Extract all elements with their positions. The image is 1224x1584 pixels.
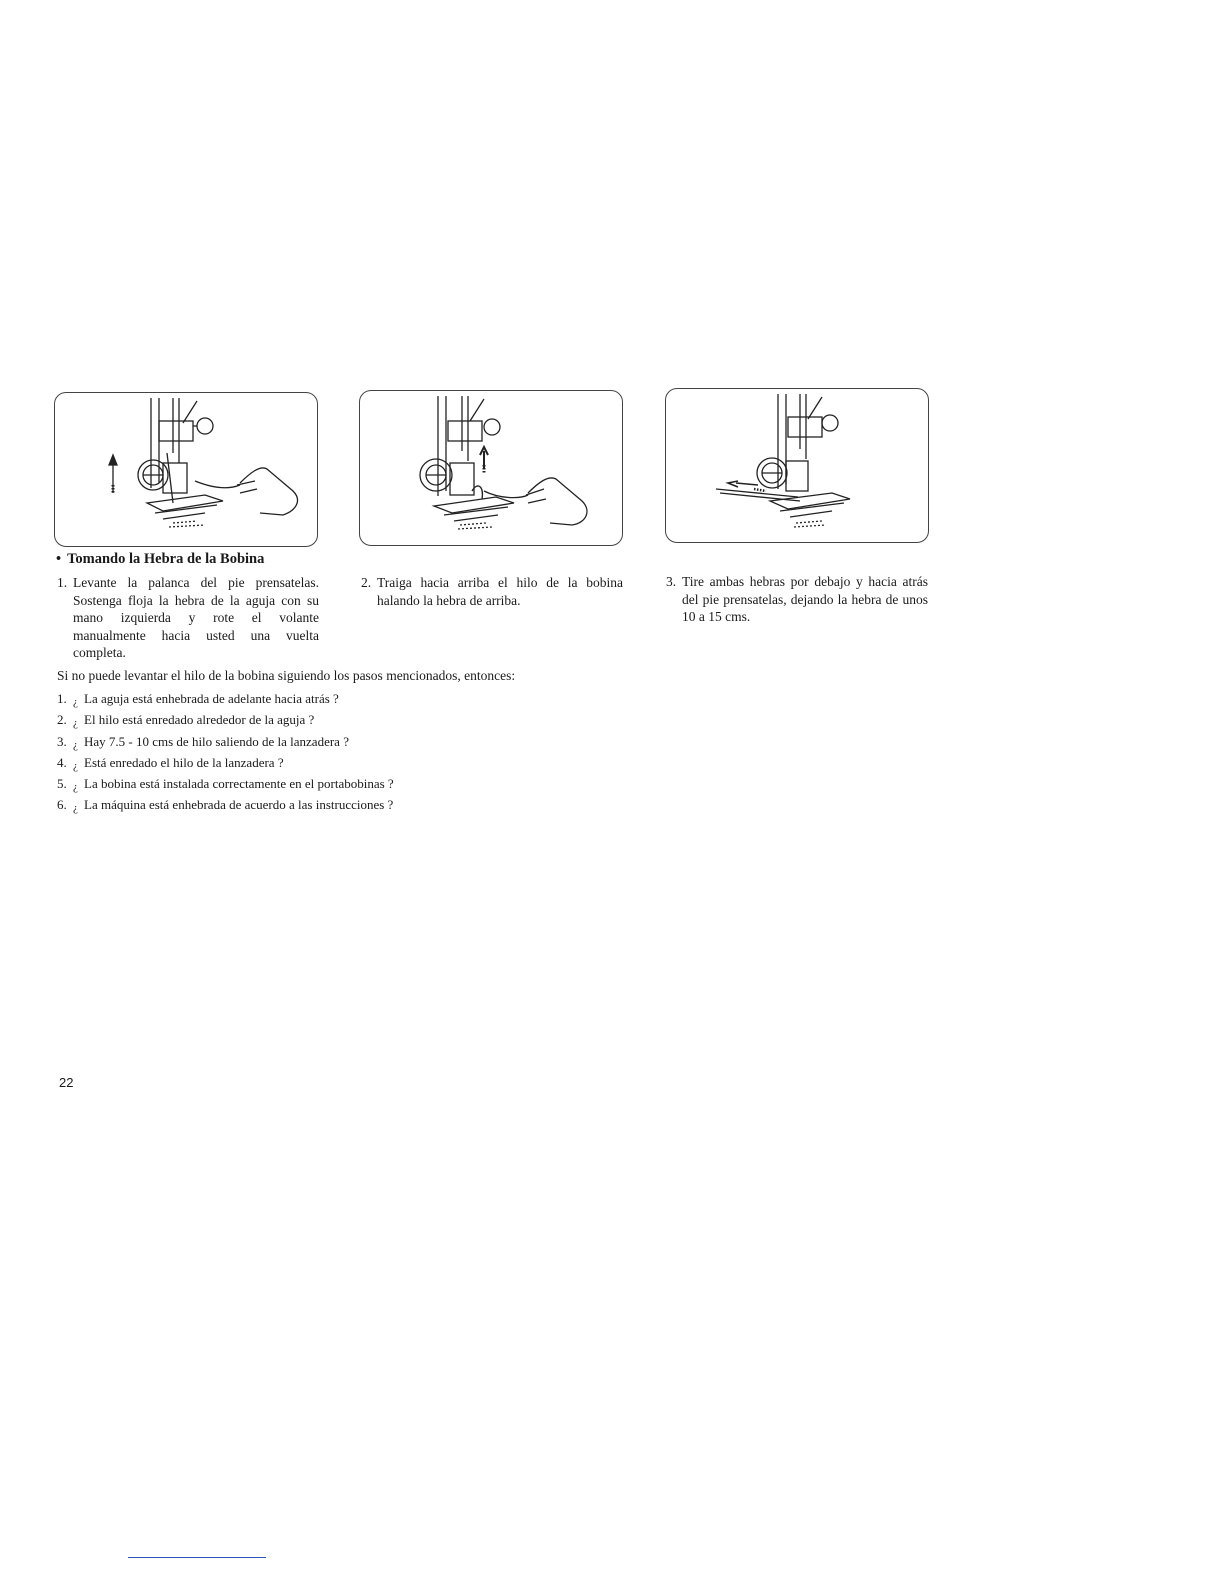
step-number: 3. bbox=[666, 574, 677, 589]
step-number: 2. bbox=[361, 575, 372, 590]
list-item bbox=[57, 711, 394, 732]
step-text: Traiga hacia arriba el hilo de la bobina halando la hebra de arriba. bbox=[377, 575, 623, 608]
list-item bbox=[57, 796, 394, 817]
item-text: El hilo está enredado alrededor de la aguja ? bbox=[84, 712, 315, 728]
bobbin-thread-pull-up-illustration bbox=[360, 391, 622, 545]
figure-pull-bobbin-thread bbox=[359, 390, 623, 546]
item-text: Está enredado el hilo de la lanzadera ? bbox=[84, 754, 284, 770]
question-mark: ¿ bbox=[73, 781, 78, 794]
figure-raise-presser-foot bbox=[54, 392, 318, 547]
item-number: 4. bbox=[57, 754, 67, 770]
item-text: La bobina está instalada correctamente en el portabobinas ? bbox=[84, 776, 394, 792]
step-1 bbox=[57, 574, 319, 662]
item-number: 5. bbox=[57, 776, 67, 792]
footer-rule bbox=[128, 1557, 266, 1558]
troubleshoot-intro: Si no puede levantar el hilo de la bobina siguiendo los pasos mencionados, entonces: bbox=[57, 668, 516, 683]
item-number: 1. bbox=[57, 691, 67, 706]
item-text: La máquina está enhebrada de acuerdo a las instrucciones ? bbox=[84, 797, 394, 813]
question-mark: ¿ bbox=[73, 759, 78, 772]
step-3 bbox=[666, 573, 928, 626]
heading-bullet: • bbox=[56, 551, 62, 567]
troubleshoot-list bbox=[57, 690, 394, 818]
threads-pulled-back-illustration bbox=[666, 389, 928, 542]
page-number: 22 bbox=[59, 1075, 74, 1090]
item-text: Hay 7.5 - 10 cms de hilo saliendo de la lanzadera ? bbox=[84, 733, 349, 749]
list-item bbox=[57, 690, 394, 711]
item-number: 3. bbox=[57, 733, 67, 749]
question-mark: ¿ bbox=[73, 738, 78, 751]
step-2 bbox=[361, 574, 623, 609]
item-number: 2. bbox=[57, 712, 67, 728]
question-mark: ¿ bbox=[73, 802, 78, 815]
list-item bbox=[57, 775, 394, 796]
step-number: 1. bbox=[57, 575, 68, 590]
heading-text: Tomando la Hebra de la Bobina bbox=[67, 551, 265, 567]
question-mark: ¿ bbox=[73, 717, 78, 730]
presser-foot-lever-up-illustration bbox=[55, 393, 317, 546]
list-item bbox=[57, 754, 394, 775]
item-text: La aguja está enhebrada de adelante hacia atrás ? bbox=[84, 691, 339, 706]
list-item bbox=[57, 733, 394, 754]
item-number: 6. bbox=[57, 797, 67, 813]
step-text: Levante la palanca del pie prensatelas. Sostenga floja la hebra de la aguja con su mano izquierda y rote el volante manualmente hacia usted una vuelta completa. bbox=[73, 575, 319, 660]
question-mark: ¿ bbox=[73, 696, 78, 708]
step-text: Tire ambas hebras por debajo y hacia atrás del pie prensatelas, dejando la hebra de unos 10 a 15 cms. bbox=[682, 574, 928, 624]
figure-pull-threads-back bbox=[665, 388, 929, 543]
section-heading bbox=[56, 551, 264, 568]
